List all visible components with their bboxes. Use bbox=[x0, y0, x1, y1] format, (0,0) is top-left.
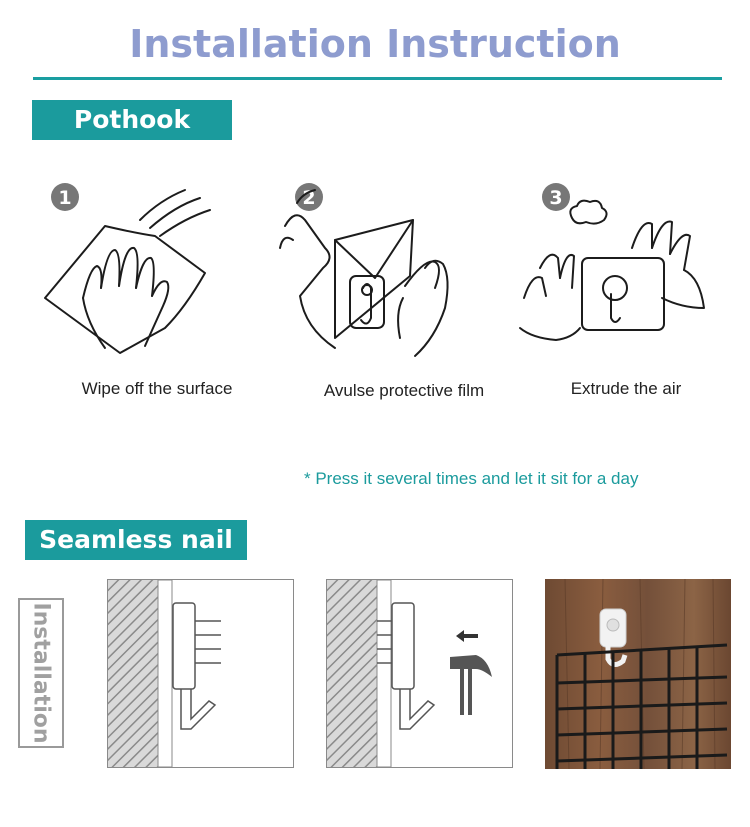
seamless-diagram-1 bbox=[107, 579, 294, 768]
section-tag-pothook: Pothook bbox=[32, 100, 232, 140]
installation-side-label bbox=[18, 598, 64, 748]
section-tag-seamless-nail: Seamless nail bbox=[25, 520, 247, 560]
title-divider bbox=[33, 77, 722, 80]
step2-illustration bbox=[275, 178, 465, 368]
step3-illustration bbox=[512, 178, 712, 368]
step1-label: Wipe off the surface bbox=[81, 379, 233, 398]
step1-illustration bbox=[35, 178, 235, 368]
installation-text: Installation bbox=[28, 602, 54, 744]
step2-number: 2 bbox=[302, 187, 316, 209]
product-photo bbox=[545, 579, 731, 769]
step3-number: 3 bbox=[549, 187, 563, 209]
step1-number: 1 bbox=[58, 187, 72, 209]
step3-label: Extrude the air bbox=[570, 379, 682, 398]
seamless-diagram-2 bbox=[326, 579, 513, 768]
step2-label: Avulse protective film bbox=[323, 381, 485, 400]
pothook-note: * Press it several times and let it sit for a day bbox=[304, 469, 639, 488]
page-title: Installation Instruction bbox=[129, 22, 621, 66]
